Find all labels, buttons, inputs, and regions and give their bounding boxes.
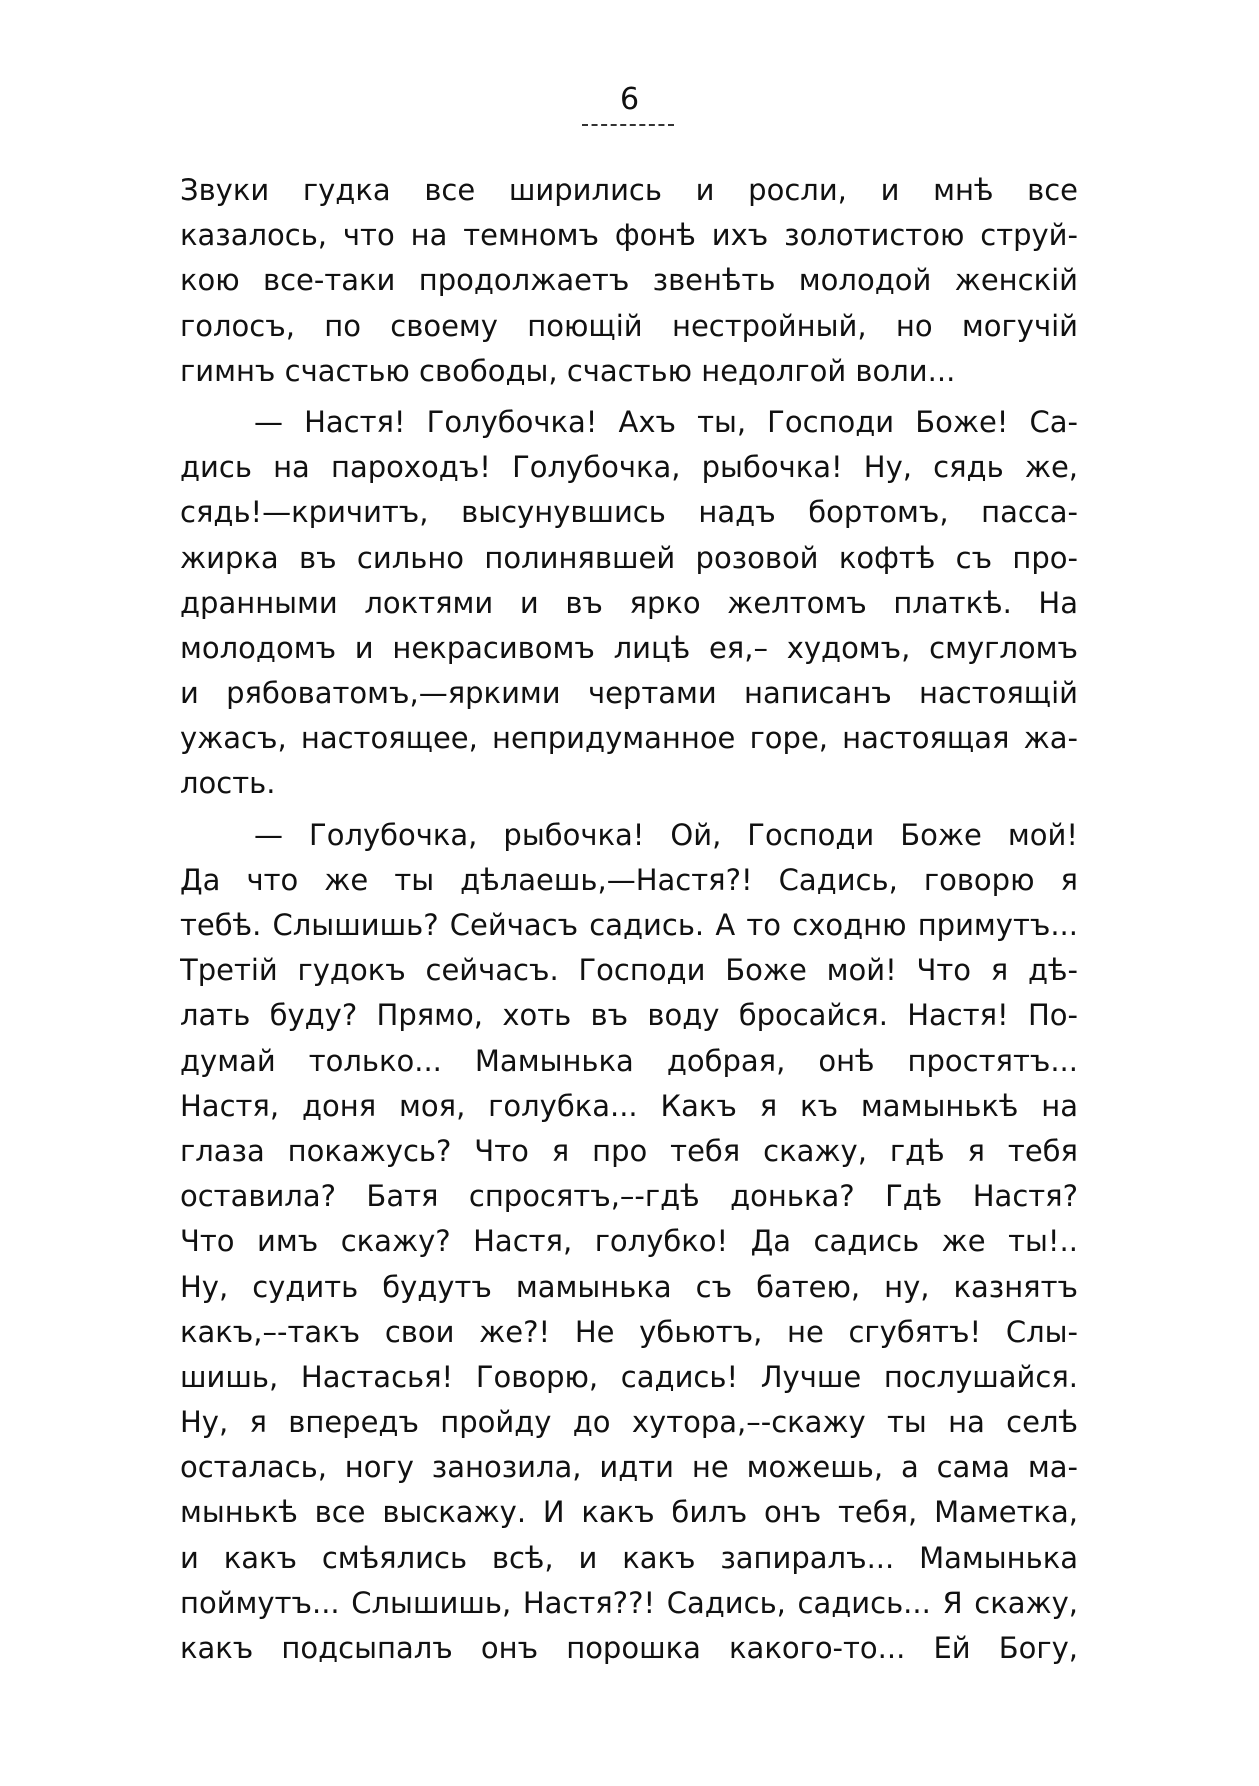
text-line: Ну, я впередъ пройду до хутора,–-скажу ты на селѣ	[180, 1405, 1078, 1440]
text-line: дись на пароходъ! Голубочка, рыбочка! Ну, сядь же,	[180, 450, 1078, 485]
text-line: глаза покажусь? Что я про тебя скажу, гдѣ я тебя	[180, 1133, 1078, 1168]
text-line: и рябоватомъ,—яркими чертами написанъ настоящій	[180, 676, 1078, 711]
text-line: — Голубочка, рыбочка! Ой, Господи Боже мой!	[254, 817, 1078, 852]
text-line: Что имъ скажу? Настя, голубко! Да садись же ты!..	[180, 1224, 1078, 1259]
text-line: Настя, доня моя, голубка... Какъ я къ мамынькѣ на	[180, 1088, 1078, 1123]
text-line: молодомъ и некрасивомъ лицѣ ея,– худомъ, смугломъ	[180, 630, 1078, 665]
text-line: жирка въ сильно полинявшей розовой кофтѣ съ про-	[180, 540, 1078, 575]
text-line: Третій гудокъ сейчасъ. Господи Боже мой! Что я дѣ-	[180, 953, 1078, 988]
text-line: дранными локтями и въ ярко желтомъ платкѣ. На	[180, 585, 1078, 620]
text-line: лость.	[180, 766, 276, 801]
text-line: сядь!—кричитъ, высунувшись надъ бортомъ, пасса-	[180, 495, 1078, 530]
text-line: голосъ, по своему поющій нестройный, но могучій	[180, 308, 1078, 343]
paragraph	[180, 813, 1078, 1672]
text-line: тебѣ. Слышишь? Сейчасъ садись. А то сходню примутъ...	[180, 908, 1078, 942]
text-line: — Настя! Голубочка! Ахъ ты, Господи Боже! Са-	[254, 404, 1078, 439]
page-number-rule	[582, 124, 674, 126]
text-line: казалось, что на темномъ фонѣ ихъ золотистою струй-	[180, 218, 1078, 253]
text-line: ужасъ, настоящее, непридуманное горе, настоящая жа-	[180, 721, 1078, 756]
text-line: Да что же ты дѣлаешь,—Настя?! Садись, говорю я	[180, 862, 1078, 897]
paragraph	[180, 168, 1078, 394]
text-line: шишь, Настасья! Говорю, садись! Лучше послушайся.	[180, 1359, 1078, 1394]
text-line: поймутъ... Слышишь, Настя??! Садись, садись... Я скажу,	[180, 1585, 1078, 1620]
text-line: оставила? Батя спросятъ,–-гдѣ донька? Гдѣ Настя?	[180, 1179, 1078, 1214]
body-text	[180, 168, 1078, 1671]
paragraph	[180, 400, 1078, 807]
text-line: гимнъ счастью свободы, счастью недолгой воли...	[180, 353, 956, 388]
text-line: кою все-таки продолжаетъ звенѣть молодой женскій	[180, 263, 1078, 298]
text-line: какъ,–-такъ свои же?! Не убьютъ, не сгубятъ! Слы-	[180, 1314, 1078, 1349]
page-number: 6	[619, 82, 640, 117]
text-line: мынькѣ все выскажу. И какъ билъ онъ тебя, Маметка,	[180, 1495, 1078, 1530]
text-line: лать буду? Прямо, хоть въ воду бросайся. Настя! По-	[180, 998, 1078, 1033]
text-line: осталась, ногу занозила, идти не можешь, а сама ма-	[180, 1450, 1078, 1485]
text-line: Звуки гудка все ширились и росли, и мнѣ все	[180, 173, 1078, 207]
text-line: какъ подсыпалъ онъ порошка какого-то... Ей Богу,	[180, 1631, 1078, 1665]
text-line: Ну, судить будутъ мамынька съ батею, ну, казнятъ	[180, 1269, 1078, 1304]
text-line: и какъ смѣялись всѣ, и какъ запиралъ... Мамынька	[180, 1540, 1078, 1575]
text-line: думай только... Мамынька добрая, онѣ простятъ...	[180, 1043, 1078, 1078]
